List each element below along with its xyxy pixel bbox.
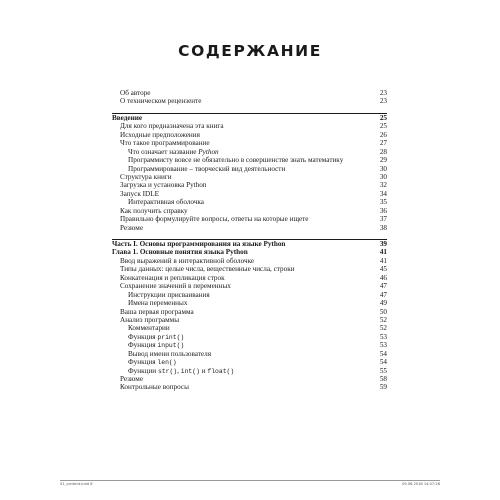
toc-entry-label-part: Функция <box>128 332 158 341</box>
toc-page-number: 55 <box>379 366 387 375</box>
toc-entry <box>112 122 387 130</box>
toc-entry-label-part: Python <box>198 147 219 156</box>
toc-entry-label-part: input() <box>157 342 185 350</box>
toc-entry <box>112 181 387 189</box>
toc-entry-label: Вывод имени пользователя <box>128 349 212 358</box>
toc-entry-label: Анализ программы <box>120 315 180 324</box>
toc-entry-label: Запуск IDLE <box>120 189 159 198</box>
toc-page-number: 38 <box>379 223 387 232</box>
toc-entry-label: О техническом рецензенте <box>120 97 202 106</box>
toc-entry <box>112 265 387 273</box>
toc-page-number: 34 <box>379 189 387 198</box>
table-of-contents <box>112 89 387 392</box>
toc-page-number: 39 <box>379 240 387 248</box>
toc-spacer <box>112 106 387 113</box>
toc-entry <box>112 89 387 97</box>
toc-page-number: 30 <box>379 164 387 173</box>
toc-entry <box>112 282 387 290</box>
toc-entry-label <box>128 148 219 156</box>
toc-page-number: 23 <box>379 89 387 97</box>
toc-entry-label: Ввод выражений в интерактивной оболочке <box>120 256 255 265</box>
toc-page-number: 58 <box>379 375 387 383</box>
toc-page-number: 36 <box>379 206 387 215</box>
toc-page-number: 25 <box>379 113 387 122</box>
toc-entry-label-part: и <box>199 366 208 375</box>
toc-page-number: 37 <box>379 215 387 224</box>
toc-entry-label-part: int() <box>180 367 200 375</box>
toc-entry-label: Резюме <box>120 223 144 232</box>
toc-entry <box>112 358 387 366</box>
toc-entry <box>112 316 387 324</box>
toc-entry <box>112 350 387 358</box>
toc-entry-label: Сохранение значений в переменных <box>120 282 231 291</box>
toc-page-number: 32 <box>379 181 387 190</box>
toc-section-heading <box>112 248 387 256</box>
toc-page-number: 23 <box>379 97 387 106</box>
toc-entry <box>112 291 387 299</box>
toc-entry-label: Введение <box>112 113 143 122</box>
toc-page-number: 52 <box>379 315 387 324</box>
toc-entry <box>112 97 387 105</box>
toc-entry-label: Правильно формулируйте вопросы, ответы на которые ищете <box>120 215 309 224</box>
toc-entry <box>112 156 387 164</box>
toc-page-number: 26 <box>379 130 387 139</box>
toc-entry <box>112 224 387 232</box>
toc-entry <box>112 139 387 147</box>
toc-entry-label: Исходные предположения <box>120 130 200 139</box>
toc-entry <box>112 131 387 139</box>
toc-entry-label: Контрольные вопросы <box>120 383 189 392</box>
toc-page-number: 52 <box>379 324 387 333</box>
toc-page-number: 49 <box>379 299 387 308</box>
toc-entry <box>112 215 387 223</box>
toc-page-number: 41 <box>379 256 387 265</box>
toc-entry-label: Инструкции присваивания <box>128 290 210 299</box>
toc-entry <box>112 198 387 206</box>
page-title: СОДЕРЖАНИЕ <box>178 42 322 60</box>
toc-entry-label: Загрузка и установка Python <box>120 181 207 190</box>
toc-entry <box>112 274 387 282</box>
toc-entry <box>112 333 387 341</box>
footer-timestamp: 09.08.2016 14:07:28 <box>402 482 440 486</box>
toc-entry-label-part: len() <box>157 359 177 367</box>
toc-entry-label: Имена переменных <box>128 299 188 308</box>
toc-entry <box>112 190 387 198</box>
toc-entry <box>112 173 387 181</box>
toc-entry <box>112 324 387 332</box>
toc-section-heading <box>112 239 387 248</box>
toc-entry <box>112 341 387 349</box>
toc-entry <box>112 165 387 173</box>
toc-entry-label: Комментарии <box>128 324 170 333</box>
toc-page-number: 47 <box>379 290 387 299</box>
toc-entry <box>112 375 387 383</box>
toc-page-number: 29 <box>379 156 387 165</box>
toc-entry-label-part: print() <box>157 333 185 341</box>
toc-page-number: 41 <box>379 248 387 257</box>
toc-entry-label: Для кого предназначена эта книга <box>120 122 224 131</box>
toc-entry-label: Конкатенация и репликация строк <box>120 273 225 282</box>
toc-page-number: 53 <box>379 332 387 341</box>
toc-page-number: 46 <box>379 273 387 282</box>
toc-page-number: 25 <box>379 122 387 131</box>
toc-entry-label-part: , <box>177 366 181 375</box>
toc-entry <box>112 207 387 215</box>
toc-entry <box>112 148 387 156</box>
toc-entry-label-part: float() <box>207 367 235 375</box>
toc-entry-label: Типы данных: целые числа, вещественные числа, строки <box>120 265 295 274</box>
toc-entry-label: Как получить справку <box>120 206 188 215</box>
toc-entry-label: Резюме <box>120 375 144 383</box>
toc-entry-label: Интерактивная оболочка <box>128 198 205 207</box>
toc-entry <box>112 299 387 307</box>
toc-page-number: 35 <box>379 198 387 207</box>
toc-entry-label-part: Что означает название <box>128 147 199 156</box>
footer-rule <box>60 480 440 481</box>
toc-spacer <box>112 232 387 239</box>
toc-entry-label: Глава 1. Основные понятия языка Python <box>112 248 248 257</box>
toc-entry-label: Об авторе <box>120 89 151 97</box>
toc-page-number: 53 <box>379 341 387 350</box>
toc-entry <box>112 383 387 391</box>
toc-entry-label-part: str() <box>157 367 178 375</box>
toc-page-number: 28 <box>379 147 387 156</box>
footer-file-name: 01_content.indd 6 <box>60 482 93 486</box>
toc-entry-label-part: Функция <box>128 358 158 367</box>
toc-page-number: 47 <box>379 282 387 291</box>
toc-page-number: 54 <box>379 358 387 367</box>
toc-entry <box>112 257 387 265</box>
toc-page-number: 59 <box>379 383 387 392</box>
toc-page-number: 27 <box>379 139 387 148</box>
toc-entry-label-part: Функции <box>128 366 158 375</box>
toc-entry-label: Часть I. Основы программирования на языке Python <box>112 240 286 248</box>
toc-entry <box>112 367 387 375</box>
toc-page-number: 50 <box>379 307 387 316</box>
toc-entry <box>112 308 387 316</box>
toc-page-number: 54 <box>379 349 387 358</box>
toc-entry-label-part: Функция <box>128 341 158 350</box>
toc-page-number: 45 <box>379 265 387 274</box>
toc-entry-label: Что такое программирование <box>120 139 210 148</box>
toc-section-heading <box>112 113 387 122</box>
toc-entry-label: Программисту вовсе не обязательно в совершенстве знать математику <box>128 156 344 165</box>
toc-page-number: 30 <box>379 172 387 181</box>
toc-entry-label: Программирование – творческий вид деятельности <box>128 164 286 173</box>
toc-entry-label: Ваша первая программа <box>120 307 194 316</box>
toc-entry-label: Структура книги <box>120 172 172 181</box>
